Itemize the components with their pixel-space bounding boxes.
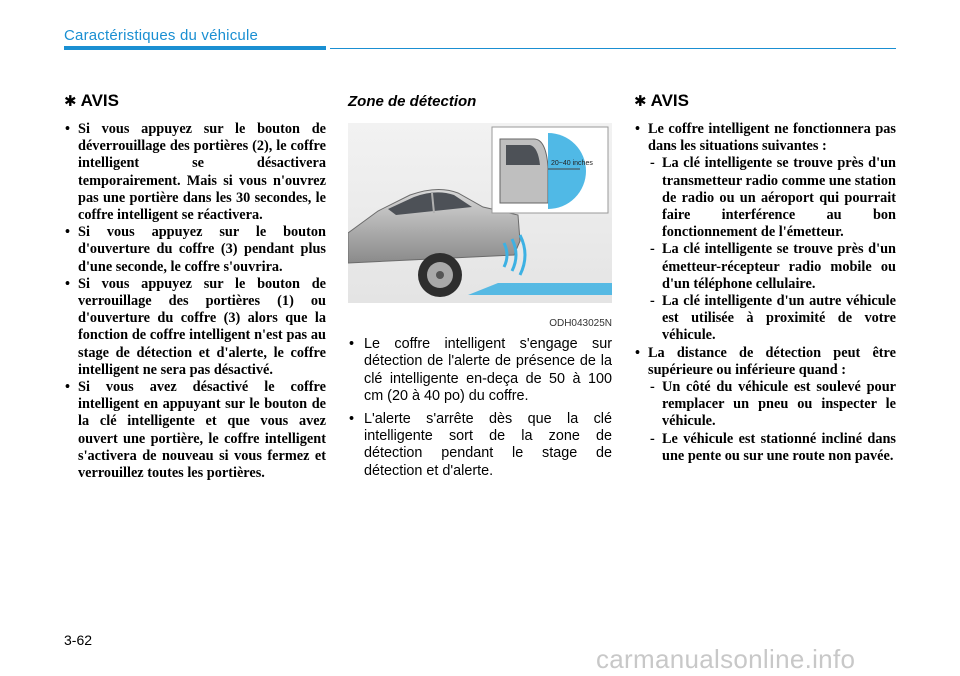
list-item: • L'alerte s'arrête dès que la clé intelligente sort de la zone de détection pendant le stage de détection et d'alerte. — [348, 411, 612, 481]
right-notice-heading — [634, 90, 896, 112]
list-item: • Si vous appuyez sur le bouton de déverrouillage des portières (2), le coffre intelligent se désactivera temporairement. Mais si vous n'ouvrez pas une portière dans les 30 secondes, le coffre intelligent se réactivera. — [64, 121, 326, 224]
sub-list-item: - La clé intelligente se trouve près d'un transmetteur radio comme une station de radio ou un aéroport qui pourrait faire interférence au bon fonctionnement de l'émetteur. — [648, 155, 896, 241]
asterisk-icon: ✱ — [634, 92, 647, 110]
detection-zone-text — [348, 336, 612, 485]
list-item: • Si vous appuyez sur le bouton d'ouverture du coffre (3) pendant plus d'une seconde, le coffre s'ouvrira. — [64, 224, 326, 276]
list-item: • Le coffre intelligent s'engage sur détection de l'alerte de présence de la clé intelligente en-deça de 50 à 100 cm (20 à 40 po) du coffre. — [348, 336, 612, 406]
left-notice-title: AVIS — [80, 91, 119, 110]
sub-list-item: - Un côté du véhicule est soulevé pour remplacer un pneu ou inspecter le véhicule. — [648, 379, 896, 431]
detection-zone-title: Zone de détection — [348, 93, 477, 110]
list-item: • Si vous appuyez sur le bouton de verrouillage des portières (1) ou d'ouverture du coffre (3) alors que la fonction de coffre intelligent n'est pas au stage de détection et d'alerte, le coffre intelligent ne sera pas désactivé. — [64, 276, 326, 379]
header-rule-thin — [330, 48, 896, 49]
right-notice-list — [634, 121, 896, 465]
left-notice-list — [64, 121, 326, 482]
sub-list-item: - Le véhicule est stationné incliné dans une pente ou sur une route non pavée. — [648, 431, 896, 465]
list-item — [634, 345, 896, 465]
list-item-text: La distance de détection peut être supérieure ou inférieure quand : — [648, 344, 896, 378]
list-item-text: Le coffre intelligent ne fonctionnera pas dans les situations suivantes : — [648, 121, 896, 155]
section-title: Caractéristiques du véhicule — [64, 27, 259, 44]
figure-code: ODH043025N — [549, 318, 612, 329]
sub-list-item: - La clé intelligente se trouve près d'un émetteur-récepteur radio mobile ou d'un téléphone cellulaire. — [648, 241, 896, 293]
car-illustration — [348, 123, 612, 329]
page-number: 3-62 — [64, 632, 93, 648]
detection-zone-figure — [348, 123, 612, 329]
list-item — [634, 121, 896, 345]
left-notice — [64, 90, 326, 482]
watermark: carmanualsonline.info — [596, 644, 856, 674]
asterisk-icon: ✱ — [64, 92, 77, 110]
right-notice-title: AVIS — [650, 91, 689, 110]
header-rule-thick — [64, 46, 326, 50]
list-item: • Si vous avez désactivé le coffre intelligent en appuyant sur le bouton de la clé intelligente et que vous avez ouvert une portière, le coffre intelligent s'activera de nouveau si vous fermez et verrouillez toutes les portières. — [64, 379, 326, 482]
sub-list-item: - La clé intelligente d'un autre véhicule est utilisée à proximité de votre véhicule. — [648, 293, 896, 345]
distance-label: 20~40 inches — [551, 160, 593, 167]
detection-zone-section — [348, 92, 612, 112]
left-notice-heading — [64, 90, 326, 112]
right-notice — [634, 90, 896, 465]
